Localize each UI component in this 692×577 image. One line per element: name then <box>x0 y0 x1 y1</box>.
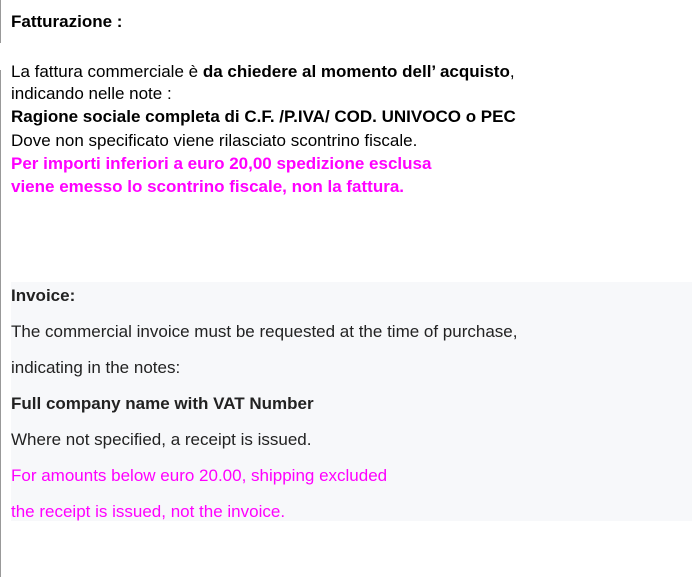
english-line-3: Full company name with VAT Number <box>11 394 314 413</box>
italian-line-2: indicando nelle note : <box>11 84 172 103</box>
left-border <box>0 70 1 577</box>
italian-line-6: viene emesso lo scontrino fiscale, non la fattura. <box>11 177 405 196</box>
italian-line-4: Dove non specificato viene rilasciato scontrino fiscale. <box>11 131 418 150</box>
english-line-1: The commercial invoice must be requested at the time of purchase, <box>11 322 518 341</box>
italian-line-3: Ragione sociale completa di C.F. /P.IVA/ COD. UNIVOCO o PEC <box>11 107 516 126</box>
text: La fattura commerciale è <box>11 62 203 81</box>
italian-line-5: Per importi inferiori a euro 20,00 spedizione esclusa <box>11 154 432 173</box>
text: , <box>509 62 515 81</box>
english-title: Invoice: <box>11 286 76 305</box>
bold-text: da chiedere al momento dell’ acquisto <box>202 62 510 81</box>
english-line-2: indicating in the notes: <box>11 358 181 377</box>
left-border <box>0 0 1 43</box>
italian-line-1 <box>11 62 515 82</box>
english-section <box>11 282 692 521</box>
english-line-5: For amounts below euro 20.00, shipping excluded <box>11 466 388 485</box>
italian-title: Fatturazione : <box>11 12 123 31</box>
english-line-6: the receipt is issued, not the invoice. <box>11 502 286 521</box>
english-line-4: Where not specified, a receipt is issued. <box>11 430 312 449</box>
